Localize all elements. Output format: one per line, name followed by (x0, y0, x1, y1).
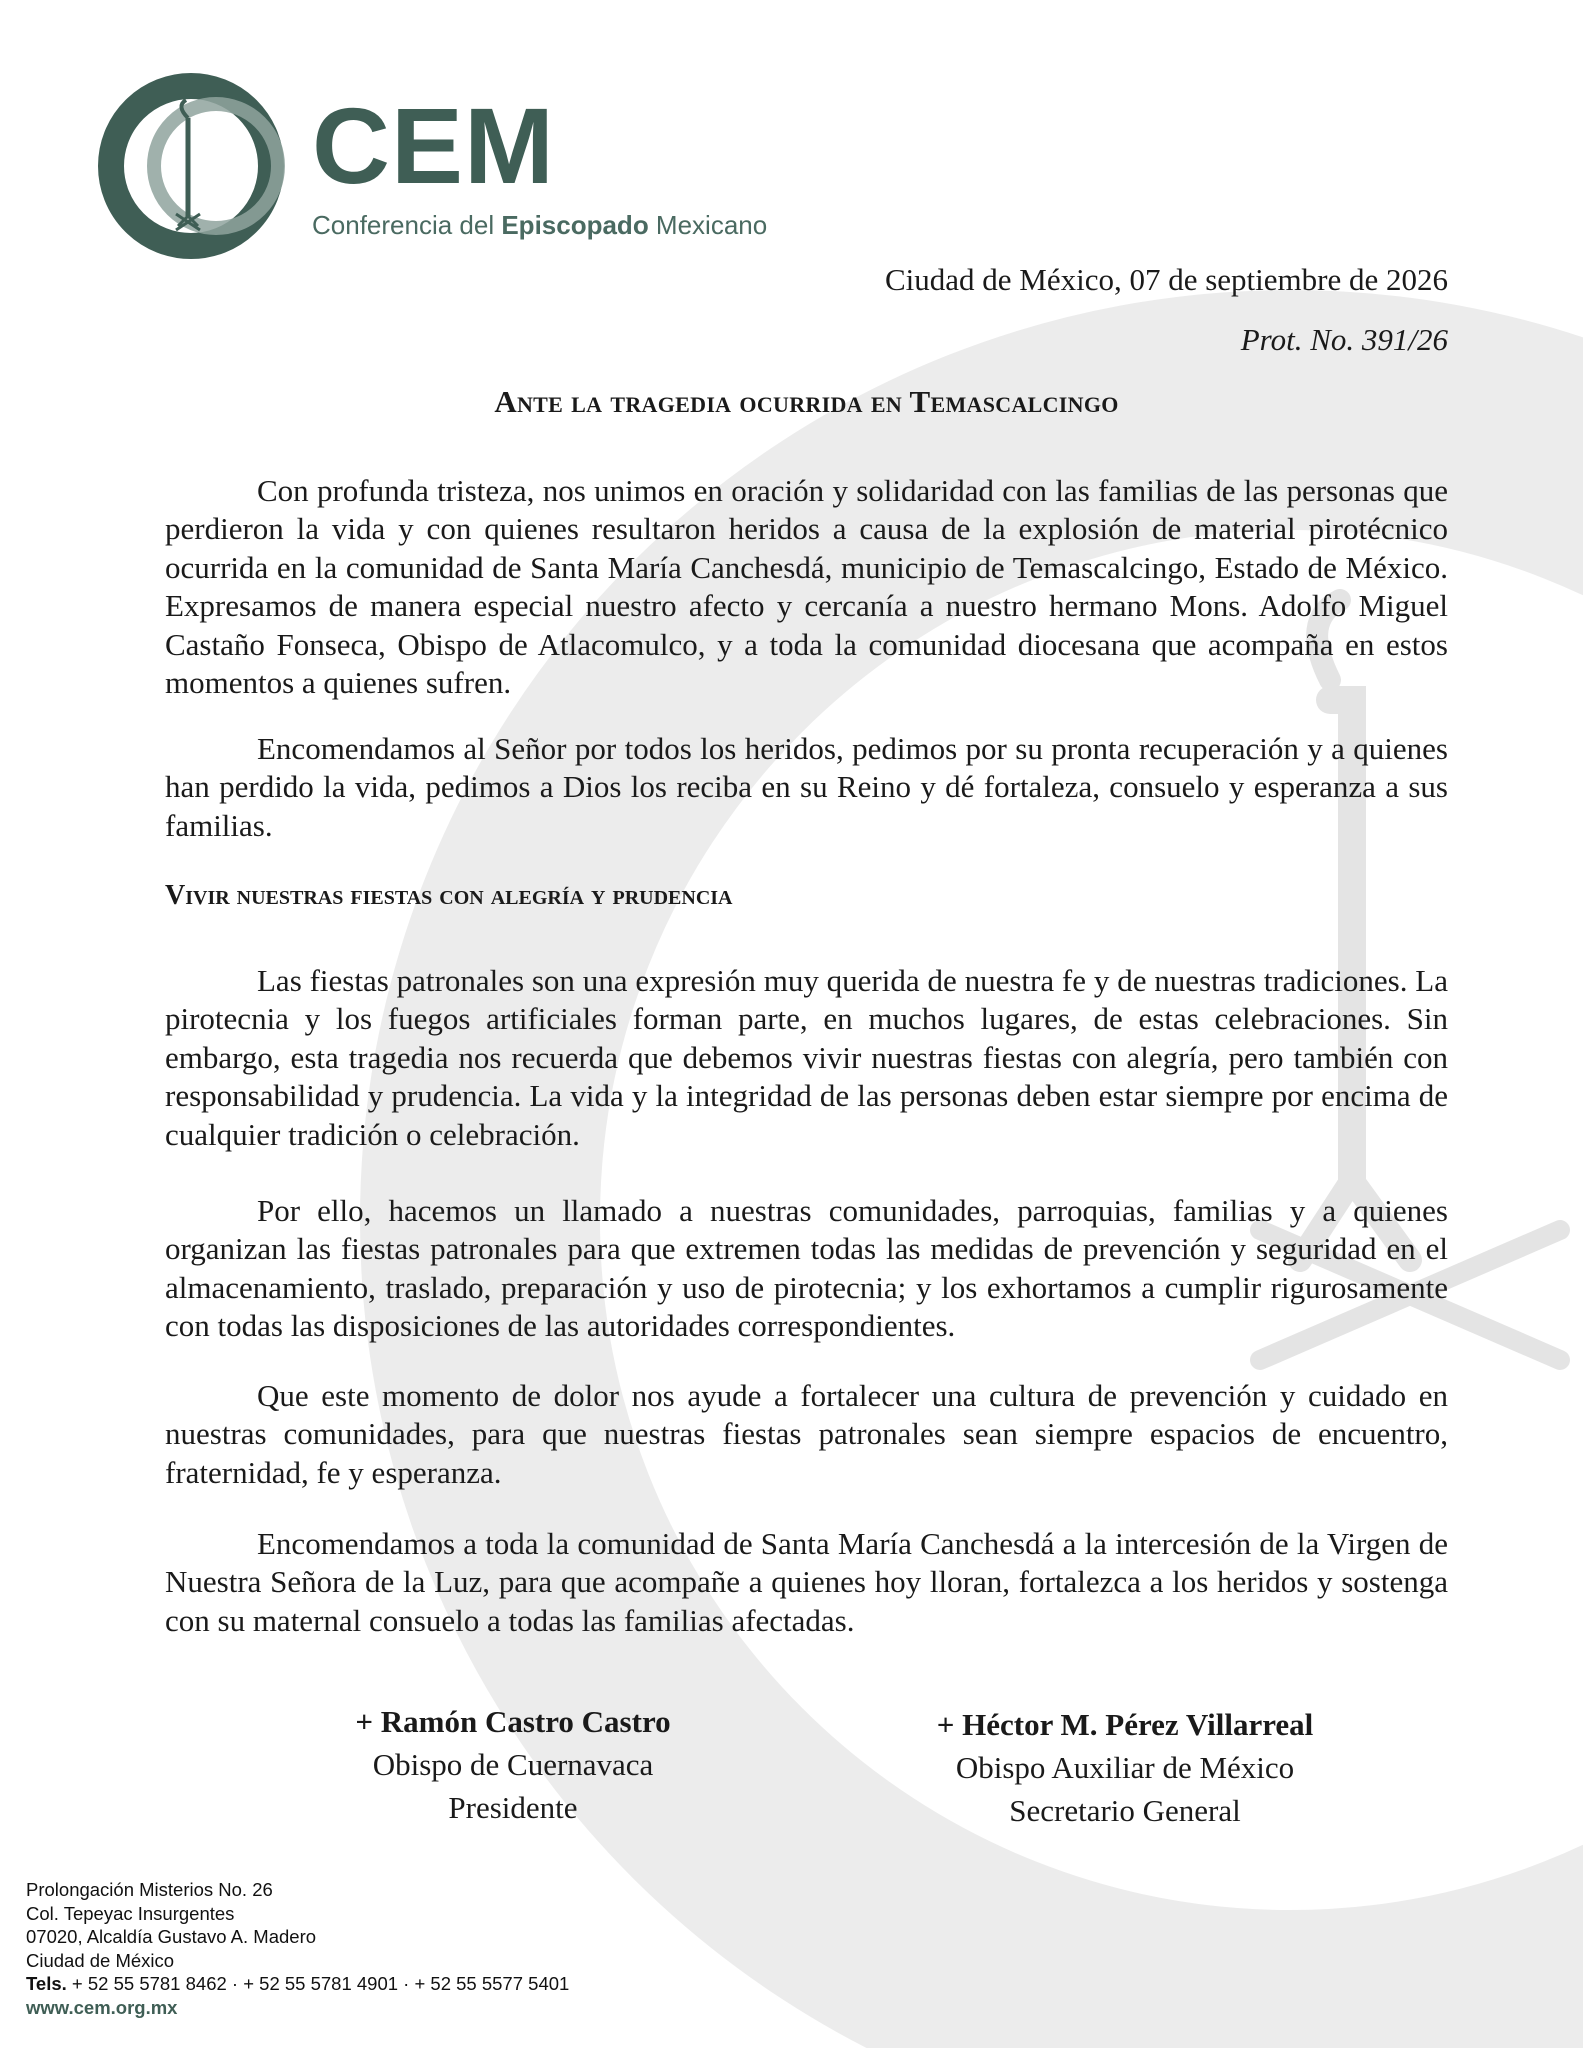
footer-address-line: Col. Tepeyac Insurgentes (26, 1902, 235, 1924)
paragraph: Por ello, hacemos un llamado a nuestras comunidades, parroquias, familias y a quienes organizan las fiestas patronales para que extremen todas las medidas de prevención y seguridad en el almacenamiento, traslado, preparación y uso de pirotecnia; y los exhortamos a cumplir rigurosamente con todas las disposiciones de las autoridades correspondientes. (165, 1193, 1448, 1344)
paragraph: Encomendamos al Señor por todos los heridos, pedimos por su pronta recuperación y a quienes han perdido la vida, pedimos a Dios los reciba en su Reino y dé fortaleza, consuelo y esperanza a sus familias. (165, 731, 1448, 843)
paragraph: Encomendamos a toda la comunidad de Santa María Canchesdá a la intercesión de la Virgen de Nuestra Señora de la Luz, para que acompañe a quienes hoy lloran, fortalezca a los heridos y sostenga con su maternal consuelo a todas las familias afectadas. (165, 1526, 1448, 1638)
protocol-number: Prot. No. 391/26 (1240, 322, 1448, 357)
signatory-name: + Ramón Castro Castro (355, 1704, 671, 1739)
brand-subtitle-post: Mexicano (648, 210, 768, 240)
paragraph: Que este momento de dolor nos ayude a fortalecer una cultura de prevención y cuidado en nuestras comunidades, para que nuestras fiestas patronales sean siempre espacios de encuentro, fraternidad, fe y esperanza. (165, 1378, 1448, 1490)
paragraph: Con profunda tristeza, nos unimos en oración y solidaridad con las familias de las personas que perdieron la vida y con quienes resultaron heridos a causa de la explosión de material pirotécnico ocurrida en la comunidad de Santa María Canchesdá, municipio de Temascalcingo, Estado de México. Expresamos de manera especial nuestro afecto y cercanía a nuestro hermano Mons. Adolfo Miguel Castaño Fonseca, Obispo de Atlacomulco, y a toda la comunidad diocesana que acompaña en estos momentos a quienes sufren. (165, 473, 1448, 701)
signatory-role: Obispo Auxiliar de México (955, 1750, 1295, 1785)
document-title: Ante la tragedia ocurrida en Temascalcingo (494, 384, 1119, 419)
signatory-title: Presidente (448, 1790, 578, 1825)
phones-label: Tels. (26, 1973, 67, 1994)
document-date: Ciudad de México, 07 de septiembre de 2026 (884, 262, 1448, 297)
brand-subtitle-pre: Conferencia del (312, 210, 502, 240)
paragraph: Las fiestas patronales son una expresión muy querida de nuestra fe y de nuestras tradiciones. La pirotecnia y los fuegos artificiales forman parte, en muchos lugares, de estas celebraciones. Sin embargo, esta tragedia nos recuerda que debemos vivir nuestras fiestas con alegría, pero también con responsabilidad y prudencia. La vida y la integridad de las personas deben estar siempre por encima de cualquier tradición o celebración. (165, 963, 1448, 1152)
phones-list: + 52 55 5781 8462 · + 52 55 5781 4901 · + 52 55 5577 5401 (66, 1973, 570, 1994)
section-heading: Vivir nuestras fiestas con alegría y prudencia (165, 880, 733, 911)
footer-contact (26, 1878, 569, 2019)
cem-logo-icon (96, 66, 296, 266)
signature-block (890, 1703, 1360, 1832)
signatory-role: Obispo de Cuernavaca (372, 1747, 654, 1782)
footer-address-line: 07020, Alcaldía Gustavo A. Madero (26, 1926, 317, 1947)
brand-title: CEM (312, 85, 555, 206)
signatory-name: + Héctor M. Pérez Villarreal (936, 1707, 1314, 1742)
brand-subtitle-bold: Episcopado (501, 210, 649, 240)
brand (312, 85, 768, 241)
footer-address-line: Prolongación Misterios No. 26 (26, 1879, 273, 1900)
signatory-title: Secretario General (1009, 1793, 1241, 1828)
signature-block (313, 1700, 713, 1829)
brand-subtitle (312, 210, 767, 241)
footer-address-line: Ciudad de México (26, 1949, 175, 1971)
website-link[interactable]: www.cem.org.mx (26, 1996, 178, 2018)
footer-phones (26, 1972, 569, 1996)
